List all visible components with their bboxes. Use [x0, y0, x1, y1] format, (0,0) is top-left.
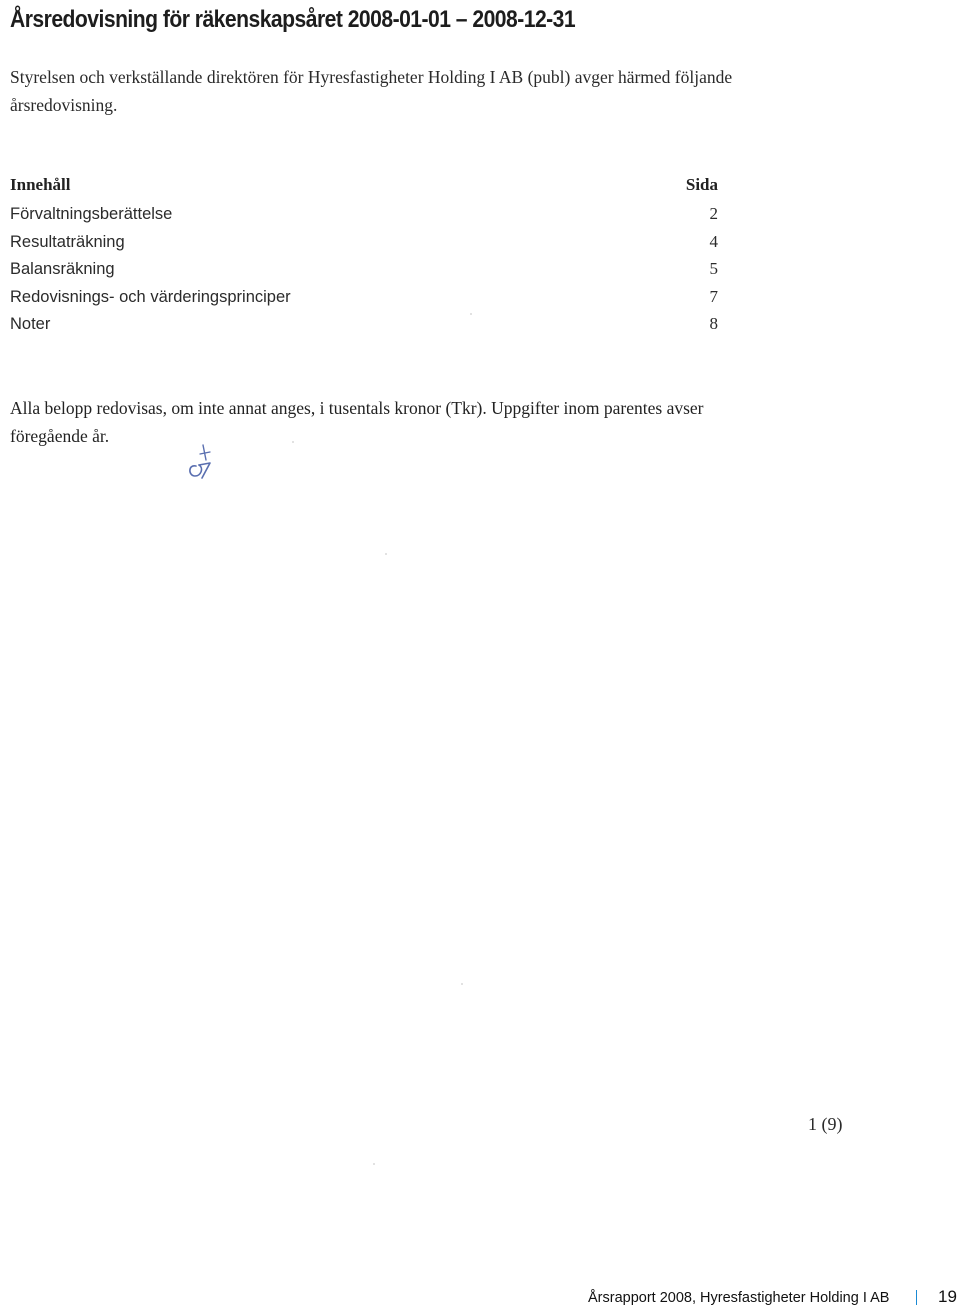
footer-page-number: 19 [938, 1287, 957, 1306]
toc-item [10, 285, 718, 313]
toc-item-page: 7 [709, 286, 718, 306]
toc-item [10, 257, 718, 285]
scan-speck [385, 553, 387, 555]
toc-page-heading: Sida [685, 175, 718, 194]
scan-speck [292, 441, 294, 443]
toc-heading: Innehåll [10, 175, 71, 194]
page-number: 1 (9) [808, 1114, 843, 1134]
toc-item-label: Redovisnings- och värderingsprinciper [10, 287, 291, 306]
toc-item [10, 202, 718, 230]
toc-item-label: Förvaltningsberättelse [10, 205, 173, 223]
handwritten-initials [180, 440, 222, 482]
toc-item-page: 5 [709, 259, 718, 278]
toc-item-label: Resultaträkning [10, 232, 125, 251]
document-title: Årsredovisning för räkenskapsåret 2008-01-01 – 2008-12-31 [10, 6, 576, 33]
toc-header [10, 175, 718, 197]
amounts-note: Alla belopp redovisas, om inte annat anges, i tusentals kronor (Tkr). Uppgifter inom parentes avser föregående år. [10, 398, 704, 446]
toc-item-page: 2 [709, 204, 718, 223]
table-of-contents [10, 202, 718, 340]
footer-separator [916, 1290, 917, 1305]
footer-text: Årsrapport 2008, Hyresfastigheter Holding I AB [588, 1290, 890, 1306]
toc-item [10, 230, 718, 258]
toc-item-label: Noter [10, 315, 51, 333]
toc-item-page: 4 [709, 231, 718, 251]
scan-speck [373, 1163, 375, 1165]
toc-item-label: Balansräkning [10, 260, 115, 278]
toc-item [10, 312, 718, 340]
scan-speck [461, 983, 463, 985]
intro-paragraph: Styrelsen och verkställande direktören för Hyresfastigheter Holding I AB (publ) avger härmed följande årsredovisning. [10, 67, 733, 115]
toc-item-page: 8 [709, 314, 718, 333]
scan-speck [470, 313, 472, 315]
